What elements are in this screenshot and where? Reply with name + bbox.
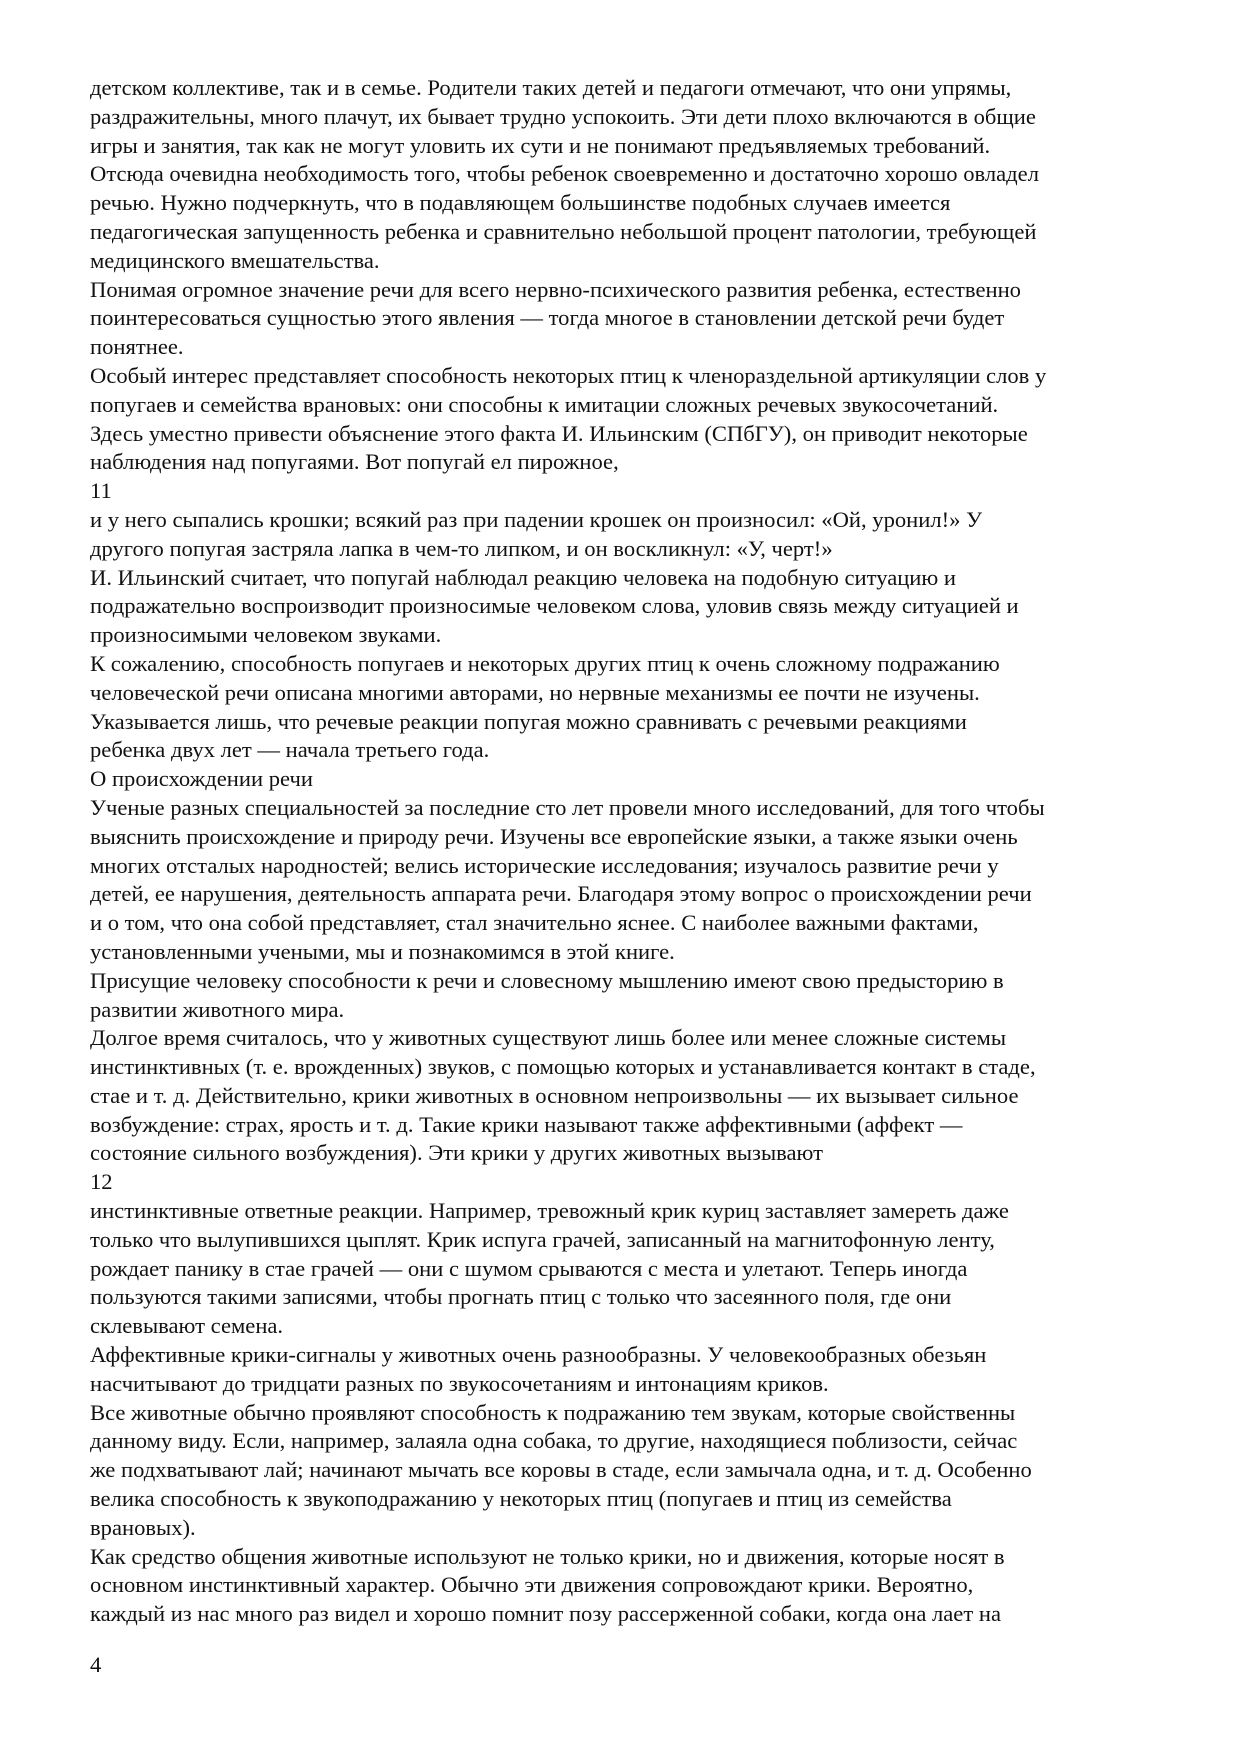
text-line: состояние сильного возбуждения). Эти крики у других животных вызывают	[90, 1140, 824, 1166]
text-line: основном инстинктивный характер. Обычно эти движения сопровождают крики. Вероятно,	[90, 1572, 974, 1598]
text-line: многих отсталых народностей; велись исторические исследования; изучалось развитие речи у	[90, 852, 999, 878]
text-line: инстинктивных (т. е. врожденных) звуков, с помощью которых и устанавливается контакт в стаде,	[90, 1054, 1036, 1080]
text-line: К сожалению, способность попугаев и некоторых других птиц к очень сложному подражанию	[90, 650, 1000, 676]
text-line: ребенка двух лет — начала третьего года.	[90, 737, 490, 763]
text-line: Все животные обычно проявляют способность к подражанию тем звукам, которые свойственны	[90, 1399, 1016, 1425]
text-line: выяснить происхождение и природу речи. Изучены все европейские языки, а также языки очень	[90, 823, 1018, 849]
text-line: попугаев и семейства врановых: они способны к имитации сложных речевых звукосочетаний.	[90, 391, 999, 417]
text-line: стае и т. д. Действительно, крики животных в основном непроизвольны — их вызывает сильное	[90, 1082, 1019, 1108]
text-line: игры и занятия, так как не могут уловить их сути и не понимают предъявляемых требований.	[90, 132, 991, 158]
text-line: же подхватывают лай; начинают мычать все коровы в стаде, если замычала одна, и т. д. Особенно	[90, 1457, 1032, 1483]
document-body	[90, 74, 1170, 1629]
text-line: поинтересоваться сущностью этого явления — тогда многое в становлении детской речи будет	[90, 305, 1005, 331]
text-line: и о том, что она собой представляет, стал значительно яснее. С наиболее важными фактами,	[90, 910, 979, 936]
text-line: Особый интерес представляет способность некоторых птиц к членораздельной артикуляции слов у	[90, 362, 1047, 388]
text-line: Понимая огромное значение речи для всего нервно-психического развития ребенка, естественно	[90, 276, 1021, 302]
text-line: развитии животного мира.	[90, 996, 345, 1022]
text-line: возбуждение: страх, ярость и т. д. Такие крики называют также аффективными (аффект —	[90, 1111, 963, 1137]
text-line: Как средство общения животные используют не только крики, но и движения, которые носят в	[90, 1543, 1005, 1569]
text-line: наблюдения над попугаями. Вот попугай ел пирожное,	[90, 449, 619, 475]
text-line: и у него сыпались крошки; всякий раз при падении крошек он произносил: «Ой, уронил!» У	[90, 506, 983, 532]
text-line: другого попугая застряла лапка в чем-то липком, и он воскликнул: «У, черт!»	[90, 535, 833, 561]
text-line: Здесь уместно привести объяснение этого факта И. Ильинским (СПбГУ), он приводит некоторые	[90, 420, 1028, 446]
text-line: установленными учеными, мы и познакомимся в этой книге.	[90, 938, 675, 964]
text-line: Долгое время считалось, что у животных существуют лишь более или менее сложные системы	[90, 1025, 1007, 1051]
text-line: насчитывают до тридцати разных по звукосочетаниям и интонациям криков.	[90, 1370, 829, 1396]
text-line: детей, ее нарушения, деятельность аппарата речи. Благодаря этому вопрос о происхождении речи	[90, 881, 1032, 907]
text-line: произносимыми человеком звуками.	[90, 622, 442, 648]
text-line: человеческой речи описана многими авторами, но нервные механизмы ее почти не изучены.	[90, 679, 980, 705]
text-line: Отсюда очевидна необходимость того, чтобы ребенок своевременно и достаточно хорошо овладел	[90, 161, 1039, 187]
page-number: 4	[90, 1652, 102, 1677]
text-line: медицинского вмешательства.	[90, 247, 380, 273]
text-line: склевывают семена.	[90, 1313, 284, 1339]
text-line: Ученые разных специальностей за последние сто лет провели много исследований, для того чтобы	[90, 794, 1045, 820]
text-line: раздражительны, много плачут, их бывает трудно успокоить. Эти дети плохо включаются в общие	[90, 103, 1036, 129]
text-line: 12	[90, 1169, 113, 1195]
text-line: Указывается лишь, что речевые реакции попугая можно сравнивать с речевыми реакциями	[90, 708, 967, 734]
text-line: рождает панику в стае грачей — они с шумом срываются с места и улетают. Теперь иногда	[90, 1255, 968, 1281]
text-line: детском коллективе, так и в семье. Родители таких детей и педагоги отмечают, что они упрямы,	[90, 75, 1012, 100]
text-line: инстинктивные ответные реакции. Например, тревожный крик куриц заставляет замереть даже	[90, 1198, 1009, 1224]
text-line: каждый из нас много раз видел и хорошо помнит позу рассерженной собаки, когда она лает на	[90, 1601, 1001, 1627]
text-line: речью. Нужно подчеркнуть, что в подавляющем большинстве подобных случаев имеется	[90, 190, 951, 216]
text-line: педагогическая запущенность ребенка и сравнительно небольшой процент патологии, требующей	[90, 218, 1037, 244]
text-line: велика способность к звукоподражанию у некоторых птиц (попугаев и птиц из семейства	[90, 1486, 952, 1512]
text-line: пользуются такими записями, чтобы прогнать птиц с только что засеянного поля, где они	[90, 1284, 952, 1310]
text-line: понятнее.	[90, 334, 184, 360]
text-line: врановых).	[90, 1514, 196, 1540]
text-line: И. Ильинский считает, что попугай наблюдал реакцию человека на подобную ситуацию и	[90, 564, 957, 590]
text-line: данному виду. Если, например, залаяла одна собака, то другие, находящиеся поблизости, сейчас	[90, 1428, 1018, 1454]
text-line: только что вылупившихся цыплят. Крик испуга грачей, записанный на магнитофонную ленту,	[90, 1226, 995, 1252]
text-line: подражательно воспроизводит произносимые человеком слова, уловив связь между ситуацией и	[90, 593, 1019, 619]
text-line: 11	[90, 478, 112, 504]
text-line: Присущие человеку способности к речи и словесному мышлению имеют свою предысторию в	[90, 967, 1004, 993]
text-line: Аффективные крики-сигналы у животных очень разнообразны. У человекообразных обезьян	[90, 1342, 987, 1368]
text-line: О происхождении речи	[90, 766, 313, 792]
